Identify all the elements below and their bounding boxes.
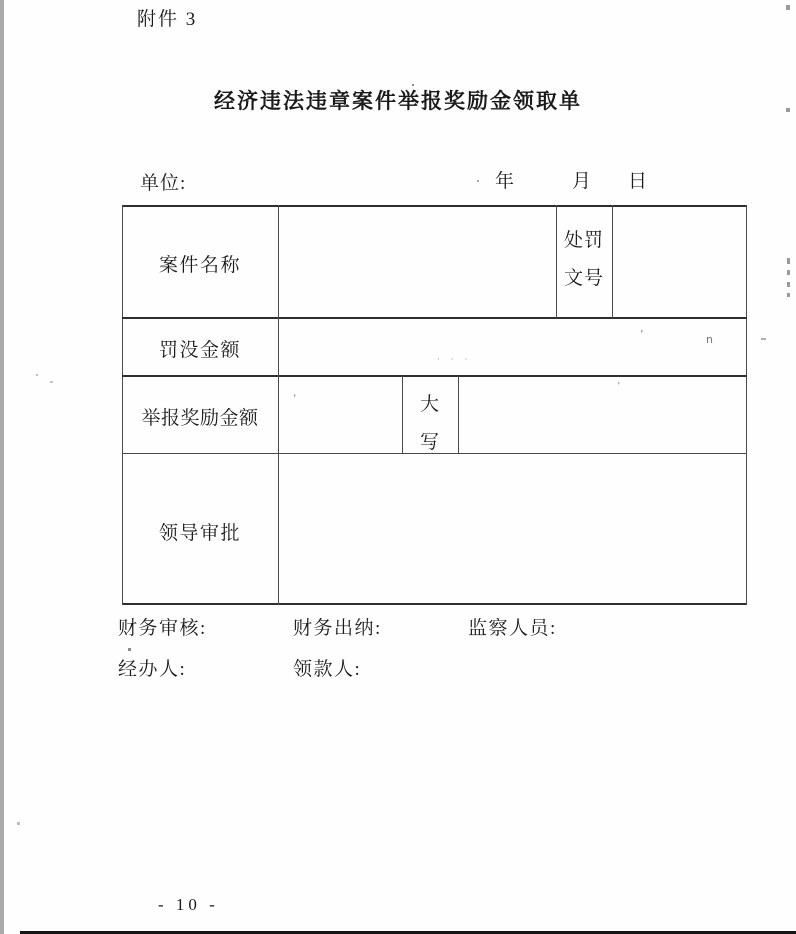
- penalty-doc-value-cell: [613, 206, 746, 317]
- case-name-label: 案件名称: [158, 255, 241, 276]
- capital-amount-label-line1: 大: [419, 394, 440, 415]
- leader-approval-label: 领导审批: [158, 523, 241, 544]
- scan-noise-mark: · · ·: [437, 355, 472, 365]
- scan-noise-speck: [50, 381, 53, 383]
- scan-noise-speck: [786, 108, 790, 112]
- fine-amount-label: 罚没金额: [158, 340, 241, 361]
- capital-amount-label-line2: 写: [419, 432, 440, 453]
- table-border-bottom: [122, 603, 747, 605]
- scan-noise-speck: [128, 648, 131, 651]
- capital-amount-value-cell: [459, 377, 746, 453]
- penalty-doc-label-line2: 文号: [563, 268, 604, 289]
- scan-noise-speck: [477, 180, 479, 182]
- finance-review-label: 财务审核:: [118, 618, 207, 639]
- scan-noise-speck: [787, 282, 790, 287]
- scan-noise-mark: ,: [293, 386, 297, 399]
- table-border-right: [746, 205, 747, 605]
- penalty-doc-label: [556, 222, 612, 298]
- scan-noise-speck: [787, 293, 790, 297]
- month-label: 月: [572, 171, 592, 192]
- page-number: - 10 -: [158, 895, 219, 914]
- penalty-doc-label-line1: 处罚: [563, 230, 604, 251]
- fine-amount-value-cell: [279, 319, 746, 375]
- day-label: 日: [628, 171, 648, 192]
- year-label: 年: [495, 171, 515, 192]
- finance-cashier-label: 财务出纳:: [293, 618, 382, 639]
- payee-label: 领款人:: [293, 659, 362, 680]
- scan-noise-speck: [787, 270, 790, 275]
- scan-edge-band-left: [0, 0, 4, 934]
- scan-noise-mark: ’: [640, 328, 644, 341]
- reward-amount-label: 举报奖励金额: [141, 408, 259, 429]
- capital-amount-label: [402, 386, 458, 462]
- scan-noise-speck: [787, 258, 790, 264]
- scan-noise-speck: [412, 84, 414, 86]
- scan-noise-speck: [786, 5, 790, 10]
- attachment-label: 附件 3: [137, 9, 198, 30]
- handler-label: 经办人:: [118, 659, 187, 680]
- scan-noise-speck: [17, 822, 20, 825]
- supervisor-label: 监察人员:: [468, 618, 557, 639]
- case-name-value-cell: [279, 206, 555, 317]
- scan-noise-speck: [761, 338, 766, 340]
- scan-noise-mark: n: [706, 333, 713, 346]
- unit-label: 单位:: [140, 173, 187, 194]
- leader-approval-value-cell: [279, 454, 746, 603]
- reward-amount-value-cell: [279, 377, 402, 453]
- scan-noise-speck: [36, 374, 38, 376]
- document-title: 经济违法违章案件举报奖励金领取单: [214, 89, 582, 113]
- scan-noise-mark: ’: [617, 380, 621, 393]
